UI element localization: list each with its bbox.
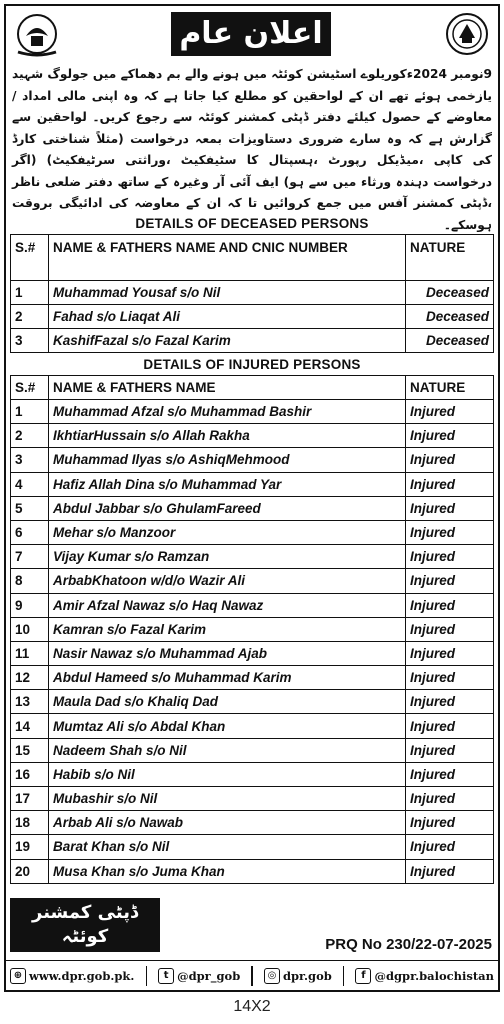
deceased-section-title: DETAILS OF DECEASED PERSONS xyxy=(135,216,369,231)
instagram-text: dpr.gob xyxy=(282,968,332,983)
website-text: www.dpr.gob.pk. xyxy=(29,968,135,983)
table-row xyxy=(11,472,494,496)
row-sn: 7 xyxy=(11,545,49,569)
name-header: NAME & FATHERS NAME xyxy=(49,376,406,400)
row-name: Vijay Kumar s/o Ramzan xyxy=(49,545,406,569)
table-row xyxy=(11,329,494,353)
row-sn: 15 xyxy=(11,738,49,762)
social-bar xyxy=(6,960,498,990)
row-name: Arbab Ali s/o Nawab xyxy=(49,811,406,835)
row-nature: Injured xyxy=(406,545,494,569)
row-name: Nasir Nawaz s/o Muhammad Ajab xyxy=(49,641,406,665)
row-sn: 8 xyxy=(11,569,49,593)
row-name: Amir Afzal Nawaz s/o Haq Nawaz xyxy=(49,593,406,617)
row-nature: Deceased xyxy=(406,281,494,305)
row-name: Muhammad Yousaf s/o Nil xyxy=(49,281,406,305)
injured-table xyxy=(10,375,494,884)
table-row xyxy=(11,281,494,305)
row-sn: 4 xyxy=(11,472,49,496)
nature-header: NATURE xyxy=(406,235,494,281)
divider xyxy=(251,966,253,986)
row-sn: 17 xyxy=(11,787,49,811)
table-row xyxy=(11,811,494,835)
header xyxy=(6,6,498,64)
table-row xyxy=(11,569,494,593)
row-nature: Injured xyxy=(406,448,494,472)
table-row xyxy=(11,690,494,714)
table-row xyxy=(11,617,494,641)
twitter-link[interactable] xyxy=(158,968,240,984)
row-sn: 2 xyxy=(11,305,49,329)
row-sn: 11 xyxy=(11,641,49,665)
row-name: Hafiz Allah Dina s/o Muhammad Yar xyxy=(49,472,406,496)
row-sn: 14 xyxy=(11,714,49,738)
row-name: Nadeem Shah s/o Nil xyxy=(49,738,406,762)
twitter-icon: t xyxy=(158,968,174,984)
row-nature: Injured xyxy=(406,666,494,690)
row-name: Maula Dad s/o Khaliq Dad xyxy=(49,690,406,714)
facebook-text: @dgpr.balochistan xyxy=(374,968,494,983)
table-row xyxy=(11,787,494,811)
table-row xyxy=(11,520,494,544)
table-row xyxy=(11,400,494,424)
row-name: ArbabKhatoon w/d/o Wazir Ali xyxy=(49,569,406,593)
table-row xyxy=(11,859,494,883)
injured-section-title: DETAILS OF INJURED PERSONS xyxy=(143,357,361,372)
balochistan-emblem-icon xyxy=(12,12,62,58)
instagram-link[interactable] xyxy=(264,968,332,984)
row-name: Mubashir s/o Nil xyxy=(49,787,406,811)
row-nature: Injured xyxy=(406,690,494,714)
row-nature: Injured xyxy=(406,714,494,738)
table-row xyxy=(11,762,494,786)
name-header: NAME & FATHERS NAME AND CNIC NUMBER xyxy=(49,235,406,281)
table-row xyxy=(11,641,494,665)
row-sn: 5 xyxy=(11,496,49,520)
row-sn: 1 xyxy=(11,281,49,305)
row-nature: Injured xyxy=(406,496,494,520)
row-nature: Injured xyxy=(406,520,494,544)
row-sn: 9 xyxy=(11,593,49,617)
row-name: Muhammad Afzal s/o Muhammad Bashir xyxy=(49,400,406,424)
row-sn: 6 xyxy=(11,520,49,544)
row-nature: Injured xyxy=(406,569,494,593)
row-name: Kamran s/o Fazal Karim xyxy=(49,617,406,641)
row-name: Mumtaz Ali s/o Abdal Khan xyxy=(49,714,406,738)
table-row xyxy=(11,545,494,569)
divider xyxy=(343,966,345,986)
table-row xyxy=(11,448,494,472)
row-sn: 2 xyxy=(11,424,49,448)
row-name: IkhtiarHussain s/o Allah Rakha xyxy=(49,424,406,448)
row-sn: 12 xyxy=(11,666,49,690)
row-name: Fahad s/o Liaqat Ali xyxy=(49,305,406,329)
row-nature: Injured xyxy=(406,400,494,424)
prq-number: PRQ No 230/22-07-2025 xyxy=(325,936,492,953)
row-sn: 1 xyxy=(11,400,49,424)
row-name: Abdul Hameed s/o Muhammad Karim xyxy=(49,666,406,690)
row-sn: 3 xyxy=(11,448,49,472)
row-sn: 3 xyxy=(11,329,49,353)
row-nature: Injured xyxy=(406,424,494,448)
row-name: Abdul Jabbar s/o GhulamFareed xyxy=(49,496,406,520)
signature-title: ڈپٹی کمشنر xyxy=(32,902,138,923)
table-row xyxy=(11,714,494,738)
row-name: Muhammad Ilyas s/o AshiqMehmood xyxy=(49,448,406,472)
row-nature: Injured xyxy=(406,472,494,496)
notice-title: اعلان عام xyxy=(171,12,331,56)
row-nature: Injured xyxy=(406,859,494,883)
globe-icon: ⊕ xyxy=(10,968,26,984)
row-sn: 18 xyxy=(11,811,49,835)
table-header-row xyxy=(11,376,494,400)
twitter-text: @dpr_gob xyxy=(177,968,241,983)
row-nature: Injured xyxy=(406,641,494,665)
row-name: Barat Khan s/o Nil xyxy=(49,835,406,859)
notice-body-urdu: 9نومبر 2024ءکوریلوے اسٹیشن کوئٹہ میں ہونے والے بم دھماکے میں جولوگ شہید یازخمی ہوئے تھے ان کے لواحقین کو مطلع کیا جاتا ہے کہ وہ اپنی مالی امداد / معاوضے کے حصول کیلئے دفتر ڈپٹی کمشنر کوئٹہ سے رجوع کریں۔ لواحقین سے گزارش ہے کہ وہ سارے ضروری دستاویزات بمعہ درخواست (مثلاً شناختی کارڈ کی کاپی ،میڈیکل رپورٹ ،ہسپتال کا سٹیفکیٹ ،وراثتی سرٹیفکیٹ) (اگر درخواست دہندہ ورثاء میں سے ہو) ایف آئی آر وغیرہ کے ساتھ دفتر ضلعی ناظر ،ڈپٹی کمشنر آفس میں جمع کروائیں تا کہ ان کے معاوضہ کی ادائیگی بروقت ہوسکے۔ xyxy=(12,67,493,232)
row-sn: 19 xyxy=(11,835,49,859)
row-sn: 16 xyxy=(11,762,49,786)
table-row xyxy=(11,305,494,329)
row-name: Habib s/o Nil xyxy=(49,762,406,786)
row-sn: 10 xyxy=(11,617,49,641)
sn-header: S.# xyxy=(11,376,49,400)
row-nature: Injured xyxy=(406,762,494,786)
facebook-link[interactable] xyxy=(355,968,494,984)
table-row xyxy=(11,666,494,690)
row-nature: Injured xyxy=(406,835,494,859)
row-nature: Injured xyxy=(406,617,494,641)
row-name: KashifFazal s/o Fazal Karim xyxy=(49,329,406,353)
nature-header: NATURE xyxy=(406,376,494,400)
row-nature: Injured xyxy=(406,787,494,811)
ad-size-label: 14X2 xyxy=(233,998,271,1015)
divider xyxy=(146,966,148,986)
public-notice-ad xyxy=(4,4,500,992)
deputy-commissioner-signature xyxy=(10,898,160,952)
row-nature: Injured xyxy=(406,811,494,835)
sn-header: S.# xyxy=(11,235,49,281)
row-sn: 20 xyxy=(11,859,49,883)
website-link[interactable] xyxy=(10,968,134,984)
table-row xyxy=(11,496,494,520)
row-sn: 13 xyxy=(11,690,49,714)
table-row xyxy=(11,593,494,617)
facebook-icon: f xyxy=(355,968,371,984)
row-nature: Deceased xyxy=(406,305,494,329)
row-nature: Injured xyxy=(406,738,494,762)
instagram-icon: ◎ xyxy=(264,968,280,984)
table-row xyxy=(11,738,494,762)
row-name: Musa Khan s/o Juma Khan xyxy=(49,859,406,883)
table-row xyxy=(11,835,494,859)
row-nature: Injured xyxy=(406,593,494,617)
row-nature: Deceased xyxy=(406,329,494,353)
row-name: Mehar s/o Manzoor xyxy=(49,520,406,544)
deceased-table xyxy=(10,234,494,353)
dgpr-balochistan-seal-icon xyxy=(442,12,492,58)
table-row xyxy=(11,424,494,448)
table-header-row xyxy=(11,235,494,281)
signature-city: کوئٹہ xyxy=(61,926,109,947)
